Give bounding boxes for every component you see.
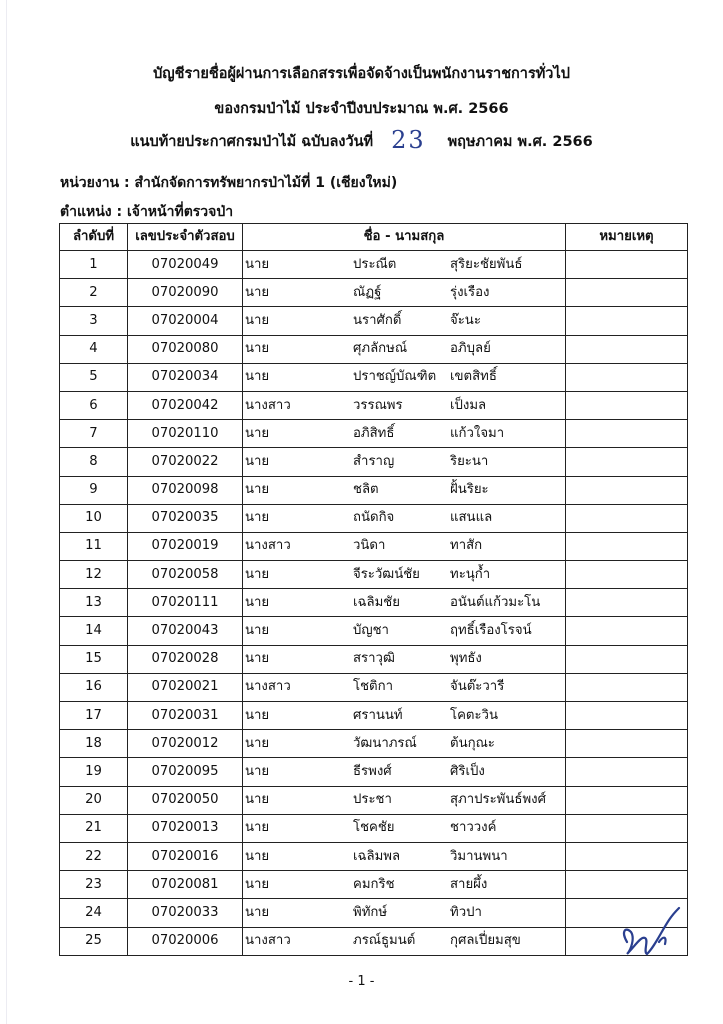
- row-remarks: [566, 504, 688, 532]
- first-name: ปราชญ์บัณฑิต: [353, 369, 437, 385]
- last-name: ทะนุก้ำ: [450, 566, 491, 582]
- first-name: ศุภลักษณ์: [353, 341, 408, 357]
- first-name: ภรณ์ธูมนต์: [353, 933, 416, 949]
- row-no: 22: [60, 842, 128, 870]
- name-prefix: นาย: [245, 284, 270, 300]
- row-exam-id: 07020050: [128, 786, 243, 814]
- row-name: [243, 448, 566, 476]
- last-name: อภิบุลย์: [450, 341, 491, 357]
- table-row: [60, 391, 688, 419]
- last-name: ศิริเป็ง: [450, 763, 485, 779]
- row-exam-id: 07020016: [128, 842, 243, 870]
- row-remarks: [566, 307, 688, 335]
- last-name: วิมานพนา: [450, 848, 508, 864]
- name-prefix: นาย: [245, 707, 270, 723]
- announcement-month-year: พฤษภาคม พ.ศ. 2566: [447, 134, 593, 150]
- row-exam-id: 07020035: [128, 504, 243, 532]
- first-name: พิทักษ์: [353, 904, 388, 920]
- row-name: [243, 786, 566, 814]
- row-no: 18: [60, 730, 128, 758]
- last-name: โคตะวิน: [450, 707, 498, 723]
- row-no: 24: [60, 899, 128, 927]
- row-name: [243, 561, 566, 589]
- name-prefix: นาย: [245, 482, 270, 498]
- name-prefix: นาย: [245, 623, 270, 639]
- name-prefix: นาย: [245, 848, 270, 864]
- row-exam-id: 07020006: [128, 927, 243, 955]
- row-exam-id: 07020081: [128, 871, 243, 899]
- last-name: เขตสิทธิ์: [450, 369, 497, 385]
- name-prefix: นางสาว: [245, 933, 291, 949]
- last-name: แก้วใจมา: [450, 425, 505, 441]
- row-exam-id: 07020095: [128, 758, 243, 786]
- last-name: แสนแล: [450, 510, 493, 526]
- row-no: 23: [60, 871, 128, 899]
- name-prefix: นาย: [245, 876, 270, 892]
- row-name: [243, 673, 566, 701]
- row-name: [243, 335, 566, 363]
- name-prefix: นาย: [245, 369, 270, 385]
- last-name: ทาสัก: [450, 538, 483, 554]
- first-name: ถนัดกิจ: [353, 510, 395, 526]
- row-remarks: [566, 335, 688, 363]
- row-name: [243, 504, 566, 532]
- row-exam-id: 07020031: [128, 702, 243, 730]
- row-exam-id: 07020110: [128, 420, 243, 448]
- name-prefix: นาย: [245, 735, 270, 751]
- row-no: 13: [60, 589, 128, 617]
- name-prefix: นาย: [245, 651, 270, 667]
- first-name: วนิดา: [353, 538, 386, 554]
- name-prefix: นางสาว: [245, 538, 291, 554]
- last-name: รุ่งเรือง: [450, 284, 490, 300]
- name-prefix: นาย: [245, 425, 270, 441]
- header-name: ชื่อ - นามสกุล: [243, 224, 566, 251]
- row-exam-id: 07020080: [128, 335, 243, 363]
- first-name: ชลิต: [353, 482, 379, 498]
- row-name: [243, 702, 566, 730]
- row-no: 15: [60, 645, 128, 673]
- row-no: 20: [60, 786, 128, 814]
- first-name: โชติกา: [353, 679, 393, 695]
- row-exam-id: 07020058: [128, 561, 243, 589]
- scan-artifact-line: [6, 0, 7, 1024]
- table-row: [60, 730, 688, 758]
- name-prefix: นางสาว: [245, 397, 291, 413]
- row-name: [243, 420, 566, 448]
- row-exam-id: 07020012: [128, 730, 243, 758]
- first-name: เฉลิมพล: [353, 848, 401, 864]
- row-exam-id: 07020049: [128, 251, 243, 279]
- row-remarks: [566, 532, 688, 560]
- name-prefix: นาย: [245, 312, 270, 328]
- row-exam-id: 07020033: [128, 899, 243, 927]
- row-no: 10: [60, 504, 128, 532]
- name-prefix: นาย: [245, 820, 270, 836]
- position-line: ตำแหน่ง : เจ้าหน้าที่ตรวจป่า: [60, 204, 234, 220]
- table-row: [60, 927, 688, 955]
- row-no: 6: [60, 391, 128, 419]
- table-row: [60, 842, 688, 870]
- table-row: [60, 476, 688, 504]
- row-remarks: [566, 730, 688, 758]
- header-no: ลำดับที่: [60, 224, 128, 251]
- header-exam-id: เลขประจำตัวสอบ: [128, 224, 243, 251]
- row-no: 8: [60, 448, 128, 476]
- row-remarks: [566, 476, 688, 504]
- table-row: [60, 420, 688, 448]
- row-remarks: [566, 702, 688, 730]
- row-exam-id: 07020004: [128, 307, 243, 335]
- row-exam-id: 07020021: [128, 673, 243, 701]
- row-exam-id: 07020028: [128, 645, 243, 673]
- row-no: 19: [60, 758, 128, 786]
- first-name: โชคชัย: [353, 820, 395, 836]
- table-row: [60, 871, 688, 899]
- header-remarks: หมายเหตุ: [566, 224, 688, 251]
- row-no: 1: [60, 251, 128, 279]
- row-name: [243, 307, 566, 335]
- row-remarks: [566, 617, 688, 645]
- first-name: นราศักดิ์: [353, 312, 402, 328]
- row-remarks: [566, 448, 688, 476]
- row-no: 25: [60, 927, 128, 955]
- table-row: [60, 335, 688, 363]
- first-name: วัฒนาภรณ์: [353, 735, 417, 751]
- row-remarks: [566, 279, 688, 307]
- row-exam-id: 07020019: [128, 532, 243, 560]
- candidate-table: [59, 223, 688, 956]
- announcement-label: แนบท้ายประกาศกรมป่าไม้ ฉบับลงวันที่: [130, 134, 374, 150]
- table-row: [60, 307, 688, 335]
- row-no: 11: [60, 532, 128, 560]
- row-name: [243, 391, 566, 419]
- name-prefix: นาย: [245, 594, 270, 610]
- last-name: สุริยะชัยพันธ์: [450, 256, 523, 272]
- name-prefix: นาย: [245, 256, 270, 272]
- last-name: ฝั้นริยะ: [450, 482, 489, 498]
- row-no: 3: [60, 307, 128, 335]
- handwritten-date-day: 23: [391, 126, 426, 154]
- first-name: ธีรพงศ์: [353, 763, 392, 779]
- last-name: กุศลเปี่ยมสุข: [450, 933, 521, 949]
- name-prefix: นาย: [245, 904, 270, 920]
- row-no: 7: [60, 420, 128, 448]
- row-exam-id: 07020013: [128, 814, 243, 842]
- first-name: อภิสิทธิ์: [353, 425, 395, 441]
- name-prefix: นาย: [245, 341, 270, 357]
- last-name: ทิวปา: [450, 904, 482, 920]
- first-name: สราวุฒิ: [353, 651, 395, 667]
- unit-line: หน่วยงาน : สำนักจัดการทรัพยากรป่าไม้ที่ 1 (เชียงใหม่): [60, 175, 398, 191]
- row-name: [243, 730, 566, 758]
- row-name: [243, 842, 566, 870]
- last-name: สายผึ้ง: [450, 876, 488, 892]
- title-line-3: [0, 124, 723, 153]
- row-name: [243, 814, 566, 842]
- first-name: บัญชา: [353, 623, 389, 639]
- last-name: สุภาประพันธ์พงศ์: [450, 792, 546, 808]
- first-name: คมกริช: [353, 876, 395, 892]
- name-prefix: นาย: [245, 453, 270, 469]
- table-row: [60, 702, 688, 730]
- table-row: [60, 814, 688, 842]
- row-remarks: [566, 842, 688, 870]
- row-exam-id: 07020111: [128, 589, 243, 617]
- first-name: จีระวัฒน์ชัย: [353, 566, 420, 582]
- row-no: 14: [60, 617, 128, 645]
- table-row: [60, 363, 688, 391]
- table-header-row: [60, 224, 688, 251]
- name-prefix: นาย: [245, 510, 270, 526]
- row-no: 21: [60, 814, 128, 842]
- table-row: [60, 561, 688, 589]
- row-name: [243, 645, 566, 673]
- name-prefix: นางสาว: [245, 679, 291, 695]
- row-remarks: [566, 251, 688, 279]
- row-no: 4: [60, 335, 128, 363]
- row-remarks: [566, 363, 688, 391]
- first-name: ประชา: [353, 792, 392, 808]
- table-row: [60, 786, 688, 814]
- row-remarks: [566, 589, 688, 617]
- row-remarks: [566, 814, 688, 842]
- row-remarks: [566, 561, 688, 589]
- row-no: 9: [60, 476, 128, 504]
- row-name: [243, 279, 566, 307]
- row-name: [243, 617, 566, 645]
- last-name: เป็งมล: [450, 397, 487, 413]
- row-exam-id: 07020098: [128, 476, 243, 504]
- table-row: [60, 589, 688, 617]
- last-name: ต้นกุณะ: [450, 735, 495, 751]
- table-row: [60, 758, 688, 786]
- last-name: ฤทธิ์เรืองโรจน์: [450, 623, 532, 639]
- first-name: ศรานนท์: [353, 707, 403, 723]
- first-name: วรรณพร: [353, 397, 403, 413]
- last-name: จ๊ะนะ: [450, 312, 481, 328]
- first-name: ประณีต: [353, 256, 397, 272]
- table-row: [60, 251, 688, 279]
- row-name: [243, 251, 566, 279]
- row-name: [243, 758, 566, 786]
- row-name: [243, 363, 566, 391]
- row-name: [243, 871, 566, 899]
- row-remarks: [566, 673, 688, 701]
- row-name: [243, 927, 566, 955]
- row-name: [243, 899, 566, 927]
- last-name: อนันต์แก้วมะโน: [450, 594, 541, 610]
- row-exam-id: 07020090: [128, 279, 243, 307]
- first-name: สำราญ: [353, 453, 395, 469]
- row-remarks: [566, 871, 688, 899]
- table-row: [60, 645, 688, 673]
- title-line-1: บัญชีรายชื่อผู้ผ่านการเลือกสรรเพื่อจัดจ้างเป็นพนักงานราชการทั่วไป: [153, 66, 570, 82]
- table-row: [60, 279, 688, 307]
- row-name: [243, 589, 566, 617]
- table-row: [60, 504, 688, 532]
- row-no: 12: [60, 561, 128, 589]
- row-exam-id: 07020034: [128, 363, 243, 391]
- row-name: [243, 532, 566, 560]
- table-row: [60, 448, 688, 476]
- name-prefix: นาย: [245, 566, 270, 582]
- row-remarks: [566, 420, 688, 448]
- row-no: 17: [60, 702, 128, 730]
- row-remarks: [566, 786, 688, 814]
- row-remarks: [566, 391, 688, 419]
- last-name: ริยะนา: [450, 453, 489, 469]
- name-prefix: นาย: [245, 792, 270, 808]
- name-prefix: นาย: [245, 763, 270, 779]
- row-no: 5: [60, 363, 128, 391]
- row-exam-id: 07020022: [128, 448, 243, 476]
- row-remarks: [566, 758, 688, 786]
- last-name: จันต๊ะวารี: [450, 679, 505, 695]
- row-exam-id: 07020042: [128, 391, 243, 419]
- table-row: [60, 617, 688, 645]
- row-remarks: [566, 645, 688, 673]
- page-number: - 1 -: [348, 974, 375, 989]
- last-name: ชาววงค์: [450, 820, 497, 836]
- first-name: ณัฏฐ์: [353, 284, 382, 300]
- handwritten-signature: [615, 902, 687, 960]
- last-name: พุทธัง: [450, 651, 482, 667]
- table-row: [60, 532, 688, 560]
- row-exam-id: 07020043: [128, 617, 243, 645]
- table-row: [60, 899, 688, 927]
- first-name: เฉลิมชัย: [353, 594, 400, 610]
- row-no: 16: [60, 673, 128, 701]
- title-line-2: ของกรมป่าไม้ ประจำปีงบประมาณ พ.ศ. 2566: [214, 101, 509, 117]
- row-name: [243, 476, 566, 504]
- row-no: 2: [60, 279, 128, 307]
- table-row: [60, 673, 688, 701]
